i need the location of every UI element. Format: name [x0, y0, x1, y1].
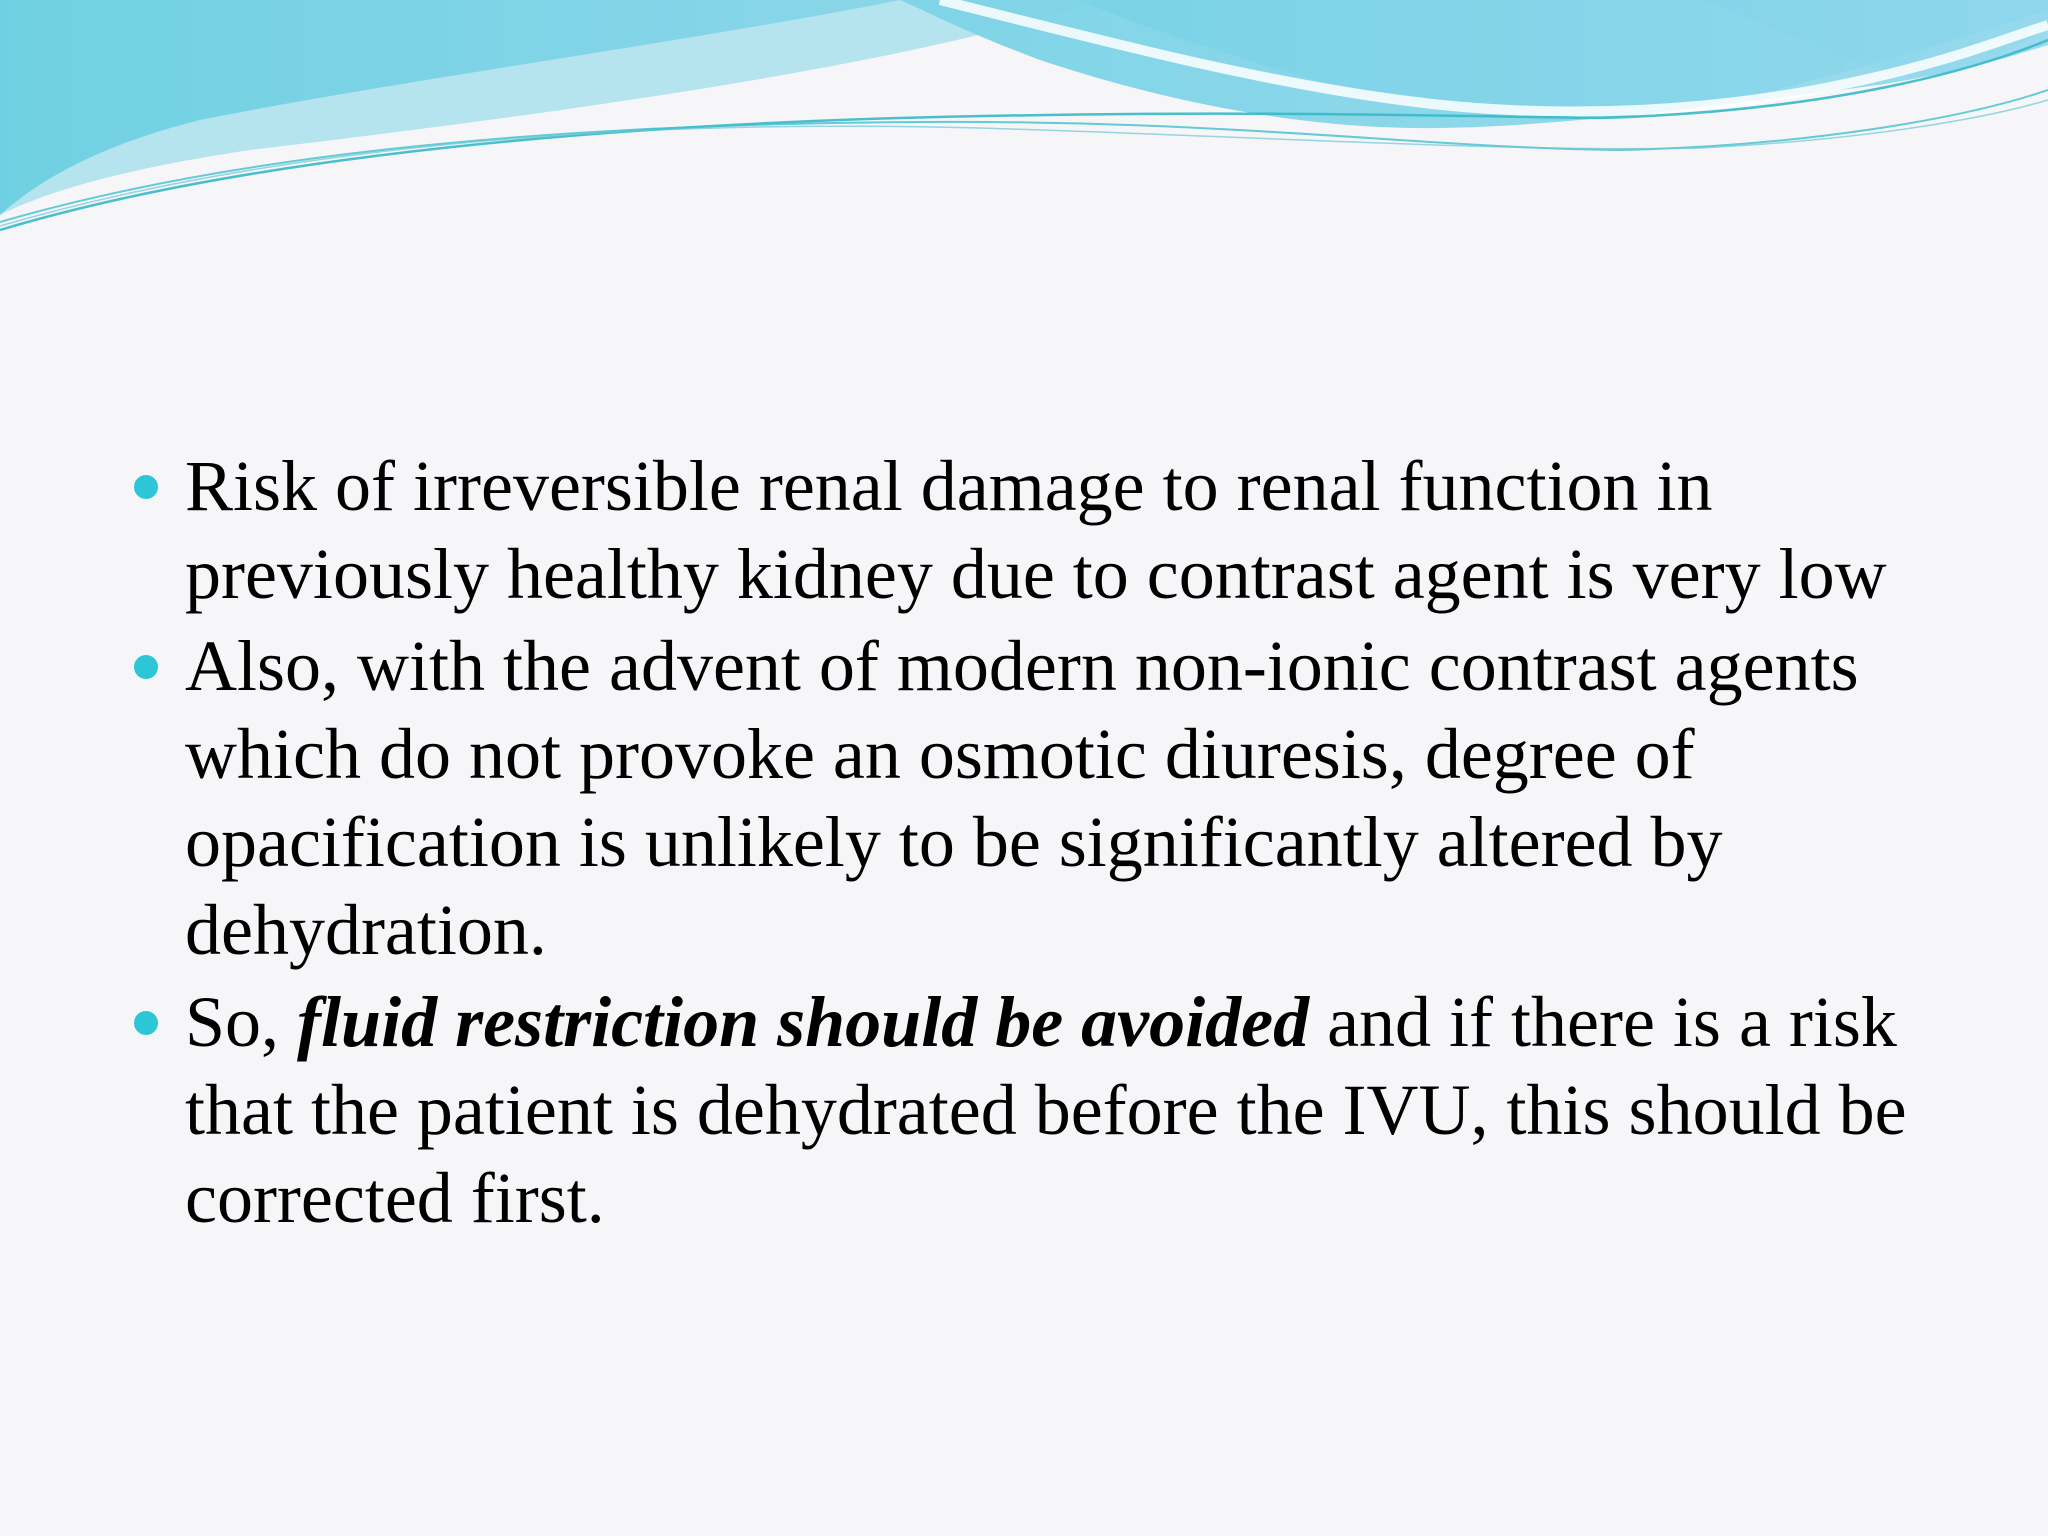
bullet-list [126, 442, 1926, 1246]
bullet-item [126, 442, 1926, 618]
bullet-item [126, 978, 1926, 1242]
bullet-emphasis-text: fluid restriction should be avoided [297, 982, 1310, 1062]
bullet-text-suffix: and if there is a risk that the patient is dehydrated before the IVU, this should be corrected first. [185, 982, 1907, 1238]
bullet-text-prefix: So, [185, 982, 298, 1062]
header-wave-decoration [0, 0, 2048, 240]
bullet-dot-icon [134, 655, 158, 679]
bullet-dot-icon [134, 475, 158, 499]
bullet-dot-icon [134, 1011, 158, 1035]
bullet-text: Also, with the advent of modern non-ionic contrast agents which do not provoke an osmotic diuresis, degree of opacification is unlikely to be significantly altered by dehydration. [185, 626, 1859, 970]
bullet-item [126, 622, 1926, 974]
bullet-text: Risk of irreversible renal damage to renal function in previously healthy kidney due to contrast agent is very low [185, 446, 1887, 614]
